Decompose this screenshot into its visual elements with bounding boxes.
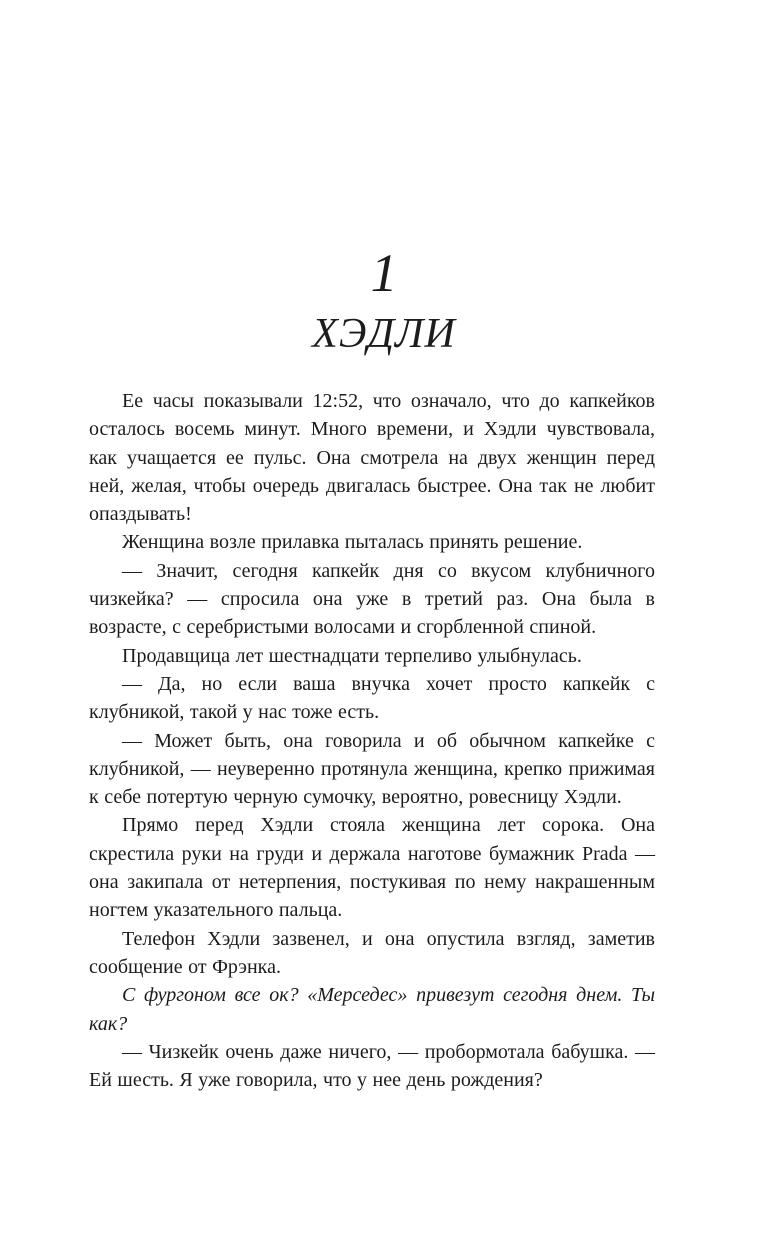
paragraph: Ее часы показывали 12:52, что означало, что до капкейков осталось восемь минут. Много времени, и Хэдли чувствовала, как учащается ее пульс. Она смотрела на двух женщин перед ней, желая, чтобы очередь двигалась быстрее. Она так не любит опаздывать! xyxy=(89,390,655,526)
paragraph-sms-message: С фургоном все ок? «Мерседес» привезут сегодня днем. Ты как? xyxy=(89,984,655,1035)
paragraph: — Значит, сегодня капкейк дня со вкусом клубничного чизкейка? — спросила она уже в третий раз. Она была в возрасте, с серебристыми волосами и сгорбленной спиной. xyxy=(89,559,655,639)
paragraph: Телефон Хэдли зазвенел, и она опустила взгляд, заметив сообщение от Фрэнка. xyxy=(89,927,655,978)
paragraph: — Может быть, она говорила и об обычном капкейке с клубникой, — неуверенно протянула женщина, крепко прижимая к себе потертую черную сумочку, вероятно, ровесницу Хэдли. xyxy=(89,729,655,809)
paragraph: Продавщица лет шестнадцати терпеливо улыбнулась. xyxy=(122,644,582,667)
paragraph: — Да, но если ваша внучка хочет просто капкейк с клубникой, такой у нас тоже есть. xyxy=(89,672,655,724)
paragraph: — Чизкейк очень даже ничего, — пробормотала бабушка. — Ей шесть. Я уже говорила, что у нее день рождения? xyxy=(89,1040,655,1092)
body-text xyxy=(89,387,655,1094)
paragraph: Женщина возле прилавка пыталась принять решение. xyxy=(122,531,583,554)
chapter-number: 1 xyxy=(370,243,398,303)
chapter-title: ХЭДЛИ xyxy=(312,311,456,357)
paragraph: Прямо перед Хэдли стояла женщина лет сорока. Она скрестила руки на груди и держала наготове бумажник Prada — она закипала от нетерпения, постукивая по нему накрашенным ногтем указательного пальца. xyxy=(89,814,655,922)
